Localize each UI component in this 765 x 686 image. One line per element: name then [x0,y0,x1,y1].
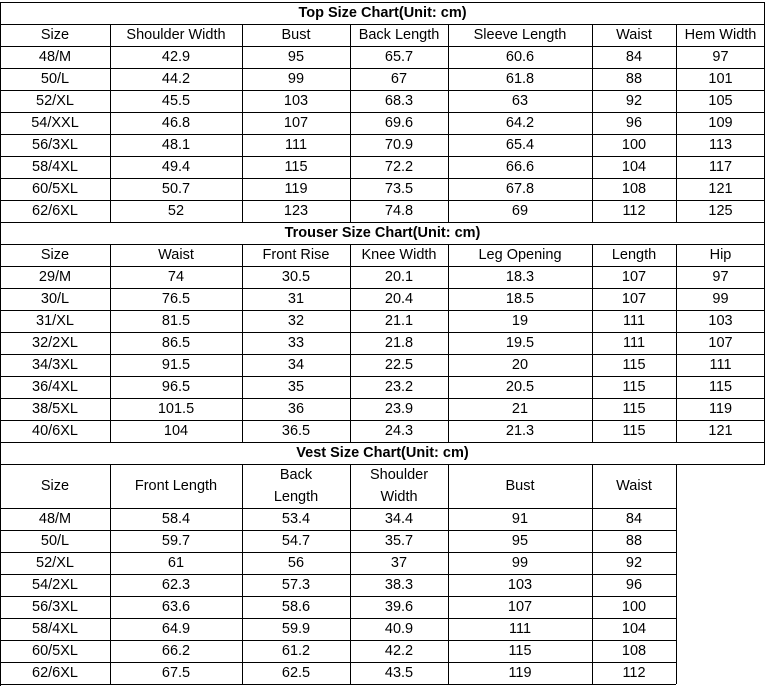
trouser-table-cell: 35 [287,379,305,395]
grid-line [0,420,765,421]
top-column-header: Shoulder Width [126,27,226,43]
trouser-table-cell: 21 [511,401,529,417]
trouser-table-cell: 111 [709,357,732,373]
vest-table-cell: 66.2 [161,643,191,659]
trouser-column-header: Leg Opening [478,247,562,263]
vest-table-cell: 48/M [38,511,72,527]
trouser-table-cell: 101.5 [157,401,195,417]
vest-table-cell: 59.7 [161,533,191,549]
vest-column-header: Back Length [273,467,319,505]
trouser-column-header: Length [611,247,657,263]
top-table-cell: 117 [708,159,733,175]
vest-table-cell: 40.9 [384,621,414,637]
trouser-table-cell: 33 [287,335,305,351]
grid-line [0,574,676,575]
grid-line [110,244,111,442]
top-table-title: Top Size Chart(Unit: cm) [298,5,467,21]
vest-table-cell: 88 [625,533,643,549]
grid-line [242,464,243,684]
trouser-table-cell: 32 [287,313,305,329]
top-table-cell: 121 [708,181,733,197]
vest-table-cell: 96 [625,577,643,593]
vest-table-cell: 64.9 [161,621,191,637]
trouser-table-cell: 111 [622,313,646,329]
trouser-table-cell: 30.5 [281,269,311,285]
vest-column-header: Size [40,478,70,494]
vest-table-cell: 57.3 [281,577,311,593]
trouser-column-header: Size [40,247,70,263]
trouser-table-cell: 31 [287,291,305,307]
trouser-table-title: Trouser Size Chart(Unit: cm) [284,225,481,241]
vest-table-cell: 111 [508,621,532,637]
top-table-cell: 109 [708,115,733,131]
top-table-cell: 61.8 [505,71,535,87]
top-table-cell: 104 [621,159,647,175]
vest-table-cell: 62.3 [161,577,191,593]
top-table-cell: 67 [390,71,408,87]
vest-table-cell: 99 [511,555,529,571]
grid-line [0,112,765,113]
trouser-table-cell: 31/XL [36,313,74,329]
vest-table-cell: 107 [507,599,533,615]
vest-table-title: Vest Size Chart(Unit: cm) [296,445,469,461]
grid-line [448,464,449,684]
vest-table-cell: 42.2 [384,643,414,659]
trouser-table-cell: 115 [708,379,733,395]
grid-line [0,46,765,47]
grid-line [0,244,765,245]
grid-line [0,2,765,3]
vest-table-cell: 35.7 [384,533,414,549]
grid-line [676,24,677,222]
grid-line [350,24,351,222]
grid-line [242,24,243,222]
vest-table-cell: 52/XL [36,555,74,571]
trouser-table-cell: 23.9 [384,401,414,417]
top-table-cell: 99 [287,71,305,87]
vest-table-cell: 43.5 [384,665,414,681]
top-table-cell: 65.4 [505,137,535,153]
grid-line [0,398,765,399]
trouser-table-cell: 115 [622,357,646,373]
trouser-table-cell: 74 [167,269,185,285]
trouser-table-cell: 20.4 [384,291,414,307]
trouser-table-cell: 18.5 [505,291,535,307]
grid-line [110,24,111,222]
vest-table-cell: 54/2XL [32,577,78,593]
trouser-table-cell: 38/5XL [32,401,78,417]
trouser-table-cell: 107 [621,269,647,285]
trouser-table-cell: 20 [511,357,529,373]
grid-line [0,684,676,685]
top-table-cell: 64.2 [505,115,535,131]
trouser-table-cell: 119 [708,401,733,417]
grid-line [448,24,449,222]
top-table-cell: 62/6XL [32,203,78,219]
trouser-table-cell: 21.1 [384,313,414,329]
top-table-cell: 63 [511,93,529,109]
grid-line [0,508,676,509]
top-table-cell: 73.5 [384,181,414,197]
top-table-cell: 74.8 [384,203,414,219]
grid-line [0,662,676,663]
grid-line [0,134,765,135]
top-table-cell: 125 [708,203,733,219]
top-table-cell: 56/3XL [32,137,78,153]
trouser-table-cell: 19.5 [505,335,535,351]
trouser-column-header: Knee Width [361,247,437,263]
vest-table-cell: 58.4 [161,511,191,527]
grid-line [0,618,676,619]
grid-line [448,244,449,442]
top-table-cell: 50/L [40,71,70,87]
grid-line [592,244,593,442]
vest-table-cell: 95 [511,533,529,549]
top-column-header: Back Length [358,27,440,43]
vest-column-header: Waist [616,478,652,494]
vest-table-cell: 100 [621,599,647,615]
grid-line [0,266,765,267]
trouser-table-cell: 40/6XL [32,423,78,439]
vest-table-cell: 84 [625,511,643,527]
top-table-cell: 105 [708,93,733,109]
vest-table-cell: 59.9 [281,621,311,637]
vest-table-cell: 115 [508,643,532,659]
grid-line [350,244,351,442]
vest-table-cell: 38.3 [384,577,414,593]
trouser-table-cell: 36 [287,401,305,417]
top-column-header: Size [40,27,70,43]
trouser-table-cell: 24.3 [384,423,414,439]
trouser-table-cell: 20.1 [384,269,414,285]
top-table-cell: 52/XL [36,93,74,109]
vest-table-cell: 103 [507,577,533,593]
trouser-table-cell: 111 [622,335,646,351]
top-column-header: Hem Width [684,27,757,43]
grid-line [0,354,765,355]
top-table-cell: 66.6 [505,159,535,175]
trouser-table-cell: 20.5 [505,379,535,395]
grid-line [0,640,676,641]
grid-line [110,464,111,684]
grid-line [0,156,765,157]
grid-line [0,200,765,201]
vest-table-cell: 62.5 [281,665,311,681]
grid-line [0,310,765,311]
trouser-table-cell: 103 [708,313,733,329]
trouser-table-cell: 107 [708,335,733,351]
vest-table-cell: 67.5 [161,665,191,681]
top-column-header: Sleeve Length [473,27,567,43]
trouser-table-cell: 96.5 [161,379,191,395]
trouser-table-cell: 18.3 [505,269,535,285]
vest-table-cell: 39.6 [384,599,414,615]
top-table-cell: 54/XXL [31,115,79,131]
grid-line [0,464,765,465]
trouser-table-cell: 30/L [40,291,70,307]
trouser-table-cell: 23.2 [384,379,414,395]
grid-line [0,24,765,25]
vest-column-header: Shoulder Width [369,467,429,505]
trouser-column-header: Waist [158,247,194,263]
grid-line [676,244,677,442]
vest-table-cell: 58.6 [281,599,311,615]
vest-column-header: Front Length [134,478,218,494]
top-table-cell: 48.1 [161,137,191,153]
top-table-cell: 100 [621,137,647,153]
vest-table-cell: 37 [390,555,408,571]
trouser-table-cell: 36/4XL [32,379,78,395]
top-table-cell: 65.7 [384,49,414,65]
vest-table-cell: 112 [622,665,646,681]
trouser-table-cell: 19 [511,313,529,329]
trouser-table-cell: 104 [163,423,189,439]
vest-column-header: Bust [505,478,535,494]
vest-table-cell: 92 [625,555,643,571]
vest-table-cell: 60/5XL [32,643,78,659]
grid-line [0,2,1,686]
trouser-table-cell: 107 [621,291,647,307]
top-table-cell: 60/5XL [32,181,78,197]
top-table-cell: 95 [287,49,305,65]
trouser-table-cell: 115 [622,423,646,439]
vest-table-cell: 63.6 [161,599,191,615]
top-column-header: Waist [616,27,652,43]
top-table-cell: 119 [284,181,308,197]
trouser-table-cell: 115 [622,401,646,417]
grid-line [0,442,765,443]
trouser-table-cell: 86.5 [161,335,191,351]
vest-table-cell: 54.7 [281,533,311,549]
top-table-cell: 101 [708,71,733,87]
grid-line [0,552,676,553]
top-table-cell: 88 [625,71,643,87]
top-table-cell: 97 [712,49,729,65]
vest-table-cell: 58/4XL [32,621,78,637]
grid-line [592,464,593,684]
grid-line [592,24,593,222]
top-table-cell: 44.2 [161,71,191,87]
trouser-table-cell: 21.3 [505,423,535,439]
trouser-table-cell: 22.5 [384,357,414,373]
grid-line [676,464,677,684]
vest-table-cell: 50/L [40,533,70,549]
grid-line [0,90,765,91]
top-column-header: Bust [281,27,311,43]
top-table-cell: 115 [284,159,308,175]
vest-table-cell: 119 [508,665,532,681]
trouser-table-cell: 34 [287,357,305,373]
vest-table-cell: 108 [621,643,647,659]
trouser-table-cell: 81.5 [161,313,191,329]
grid-line [0,288,765,289]
trouser-table-cell: 115 [622,379,646,395]
top-table-cell: 50.7 [161,181,191,197]
grid-line [0,68,765,69]
top-table-cell: 52 [167,203,185,219]
top-table-cell: 107 [283,115,309,131]
top-table-cell: 60.6 [505,49,535,65]
trouser-table-cell: 121 [708,423,733,439]
trouser-table-cell: 21.8 [384,335,414,351]
grid-line [0,596,676,597]
vest-table-cell: 56/3XL [32,599,78,615]
vest-table-cell: 56 [287,555,305,571]
grid-line [0,376,765,377]
vest-table-cell: 91 [511,511,529,527]
top-table-cell: 48/M [38,49,72,65]
trouser-table-cell: 29/M [38,269,72,285]
top-table-cell: 68.3 [384,93,414,109]
grid-line [350,464,351,684]
top-table-cell: 46.8 [161,115,191,131]
grid-line [0,530,676,531]
trouser-table-cell: 34/3XL [32,357,78,373]
grid-line [0,332,765,333]
top-table-cell: 96 [625,115,643,131]
vest-table-cell: 62/6XL [32,665,78,681]
top-table-cell: 45.5 [161,93,191,109]
trouser-table-cell: 76.5 [161,291,191,307]
top-table-cell: 67.8 [505,181,535,197]
top-table-cell: 113 [708,137,733,153]
top-table-cell: 70.9 [384,137,414,153]
trouser-table-cell: 99 [712,291,729,307]
top-table-cell: 84 [625,49,643,65]
vest-table-cell: 53.4 [281,511,311,527]
top-table-cell: 42.9 [161,49,191,65]
vest-table-cell: 34.4 [384,511,414,527]
grid-line [0,178,765,179]
vest-table-cell: 104 [621,621,647,637]
top-table-cell: 111 [284,137,308,153]
trouser-table-cell: 32/2XL [32,335,78,351]
top-table-cell: 72.2 [384,159,414,175]
trouser-table-cell: 36.5 [281,423,311,439]
top-table-cell: 112 [622,203,646,219]
top-table-cell: 69.6 [384,115,414,131]
vest-table-cell: 61.2 [281,643,311,659]
top-table-cell: 92 [625,93,643,109]
top-table-cell: 58/4XL [32,159,78,175]
trouser-table-cell: 91.5 [161,357,191,373]
grid-line [242,244,243,442]
top-table-cell: 108 [621,181,647,197]
grid-line [0,222,765,223]
vest-table-cell: 61 [167,555,185,571]
trouser-column-header: Hip [709,247,732,263]
top-table-cell: 69 [511,203,529,219]
top-table-cell: 103 [283,93,309,109]
top-table-cell: 123 [283,203,309,219]
trouser-table-cell: 97 [712,269,729,285]
trouser-column-header: Front Rise [262,247,330,263]
top-table-cell: 49.4 [161,159,191,175]
